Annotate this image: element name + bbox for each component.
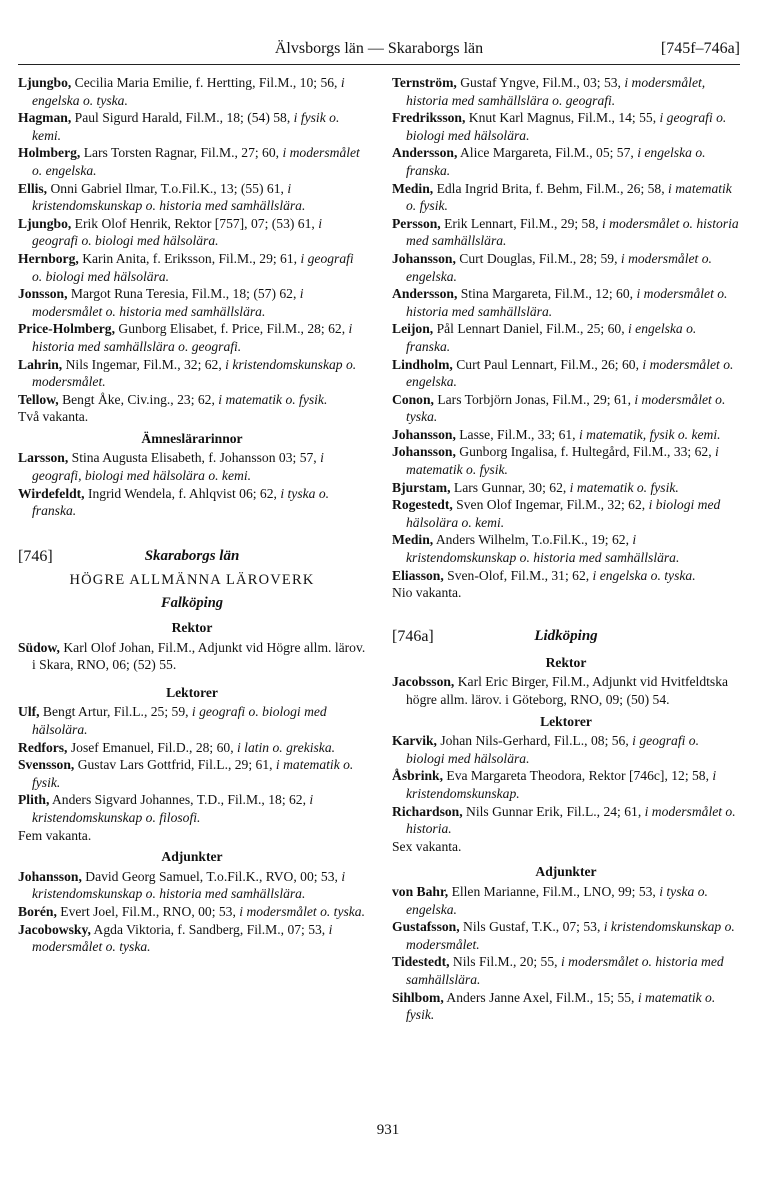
staff-subjects: i geografi, biologi med hälsolära o. kemi. <box>32 450 324 484</box>
staff-subjects: i matematik o. fysik. <box>32 757 354 790</box>
staff-details: Anders Sigvard Johannes, T.D., Fil.M., 18; 62, <box>49 792 310 808</box>
header-title: Älvsborgs län — Skaraborgs län <box>274 40 484 57</box>
staff-name: Åsbrink, <box>392 768 443 784</box>
staff-name: Johansson, <box>18 868 82 884</box>
staff-subjects: i latin o. grekiska. <box>237 739 336 755</box>
staff-name: Plith, <box>18 792 50 808</box>
staff-details: Erik Olof Henrik, Rektor [757], 07; (53) 61, <box>71 215 319 231</box>
staff-subjects: i kristendomskunskap o. modersmålet. <box>32 356 357 390</box>
staff-name: Richardson, <box>392 803 463 819</box>
staff-subjects: i modersmålet o. tyska. <box>406 391 726 425</box>
staff-details: Nils Gustaf, T.K., 07; 53, <box>459 919 604 935</box>
subheading-lektorer: Lektorer <box>166 684 218 700</box>
staff-name: Rogestedt, <box>392 497 453 513</box>
entry-list <box>392 74 740 584</box>
staff-name: Tellow, <box>18 391 59 407</box>
staff-details: Eva Margareta Theodora, Rektor [746c], 12; 58, <box>443 768 713 784</box>
staff-subjects: i biologi med hälsolära o. kemi. <box>406 497 721 530</box>
staff-subjects: i geografi o. biologi med hälsolära. <box>32 250 354 284</box>
staff-details: Josef Emanuel, Fil.D., 28; 60, <box>67 739 237 755</box>
staff-name: Andersson, <box>392 286 458 302</box>
staff-name: Jacobowsky, <box>18 921 91 937</box>
staff-subjects: i kristendomskunskap o. filosofi. <box>32 792 314 825</box>
staff-entry <box>392 883 740 918</box>
staff-name: Johansson, <box>392 426 456 442</box>
staff-subjects: i matematik o. fysik. <box>406 989 716 1023</box>
vacancy-note: Nio vakanta. <box>392 585 462 601</box>
staff-entry <box>18 109 366 144</box>
staff-entry <box>392 767 740 802</box>
staff-subjects: i modersmålet o. tyska. <box>239 903 366 919</box>
staff-entry <box>392 215 740 250</box>
entry-list <box>18 868 366 956</box>
staff-name: Ternström, <box>392 75 457 90</box>
staff-subjects: i geografi o. biologi med hälsolära. <box>406 110 727 143</box>
subheading-amneslararinnor: Ämneslärarinnor <box>141 430 243 446</box>
staff-entry <box>392 567 740 585</box>
vacancy-note: Två vakanta. <box>18 409 89 425</box>
staff-entry <box>18 903 366 921</box>
staff-subjects: i modersmålet o. engelska. <box>406 356 734 390</box>
staff-subjects: i matematik, fysik o. kemi. <box>578 426 721 442</box>
staff-name: Jacobsson, <box>392 674 455 690</box>
staff-entry <box>18 868 366 903</box>
staff-subjects: i engelska o. tyska. <box>32 75 345 108</box>
staff-subjects: i modersmålet o. engelska. <box>406 250 712 284</box>
section-heading <box>18 544 366 570</box>
staff-entry <box>392 250 740 285</box>
section-place: Lidköping <box>534 627 598 644</box>
staff-entry <box>18 391 366 409</box>
staff-subjects: i kristendomskunskap o. modersmålet. <box>406 919 735 952</box>
staff-name: Gustafsson, <box>392 919 460 935</box>
staff-details: Knut Karl Magnus, Fil.M., 14; 55, <box>465 110 660 126</box>
staff-subjects: i matematik o. fysik. <box>406 444 719 478</box>
entry-list <box>18 639 366 674</box>
header-section-code: [745f–746a] <box>660 40 740 57</box>
staff-name: Medin, <box>392 532 434 548</box>
staff-name: von Bahr, <box>392 883 449 899</box>
staff-subjects: i engelska o. tyska. <box>592 567 696 583</box>
vacancy-note: Fem vakanta. <box>18 827 92 843</box>
section-number: [746] <box>18 547 53 565</box>
staff-details: Gunborg Ingalisa, f. Hultegård, Fil.M., 33; 62, <box>455 444 715 460</box>
staff-details: Nils Ingemar, Fil.M., 32; 62, <box>62 356 226 372</box>
staff-entry <box>18 250 366 285</box>
staff-name: Andersson, <box>392 145 458 161</box>
staff-details: Bengt Artur, Fil.L., 25; 59, <box>39 704 192 720</box>
staff-subjects: i modersmålet o. historia med samhällslära. <box>406 954 724 987</box>
staff-details: Sven Olof Ingemar, Fil.M., 32; 62, <box>452 497 649 513</box>
staff-name: Karvik, <box>392 733 437 749</box>
staff-details: Gunborg Elisabet, f. Price, Fil.M., 28; 62, <box>115 321 349 337</box>
staff-subjects: i kristendomskunskap o. historia med samhällslära. <box>406 532 680 566</box>
staff-details: Edla Ingrid Brita, f. Behm, Fil.M., 26; 58, <box>433 180 669 196</box>
staff-details: Bengt Åke, Civ.ing., 23; 62, <box>58 391 219 407</box>
section-place: Skaraborgs län <box>144 547 240 564</box>
staff-name: Eliasson, <box>392 567 444 583</box>
staff-details: Lasse, Fil.M., 33; 61, <box>455 426 579 442</box>
staff-subjects: i modersmålet o. historia. <box>406 803 736 837</box>
entry-list <box>18 703 366 826</box>
staff-subjects: i engelska o. franska. <box>406 145 706 178</box>
staff-subjects: i kristendomskunskap o. historia med samhällslära. <box>32 180 306 214</box>
subheading-lektorer: Lektorer <box>540 713 592 729</box>
staff-entry <box>18 285 366 320</box>
staff-entry <box>392 673 740 708</box>
staff-subjects: i matematik o. fysik. <box>569 479 679 495</box>
subheading-rektor: Rektor <box>171 620 213 636</box>
entry-list <box>18 74 366 408</box>
subheading-rektor: Rektor <box>545 654 587 670</box>
staff-entry <box>18 703 366 738</box>
running-header <box>18 38 740 65</box>
staff-name: Ljungbo, <box>18 75 72 90</box>
staff-entry <box>392 74 740 109</box>
staff-name: Ulf, <box>18 704 40 720</box>
town-heading: Falköping <box>160 595 224 612</box>
staff-details: Pål Lennart Daniel, Fil.M., 25; 60, <box>433 321 628 337</box>
staff-entry <box>392 109 740 144</box>
staff-entry <box>18 180 366 215</box>
staff-details: Karin Anita, f. Eriksson, Fil.M., 29; 61, <box>78 250 301 266</box>
staff-details: Gustaf Yngve, Fil.M., 03; 53, <box>456 75 625 90</box>
staff-details: Gustav Lars Gottfrid, Fil.L., 29; 61, <box>74 757 276 773</box>
staff-name: Wirdefeldt, <box>18 485 85 501</box>
staff-subjects: i modersmålet o. engelska. <box>32 145 360 178</box>
staff-subjects: i modersmålet, historia med samhällslära o. geografi. <box>406 75 706 108</box>
staff-details: Stina Augusta Elisabeth, f. Johansson 03; 57, <box>68 450 321 466</box>
staff-subjects: i modersmålet o. historia med samhällslära. <box>406 215 739 249</box>
staff-entry <box>392 953 740 988</box>
staff-name: Svensson, <box>18 757 75 773</box>
staff-entry <box>392 320 740 355</box>
staff-subjects: i fysik o. kemi. <box>32 110 340 143</box>
staff-details: Erik Lennart, Fil.M., 29; 58, <box>440 215 602 231</box>
staff-details: Nils Gunnar Erik, Fil.L., 24; 61, <box>462 803 645 819</box>
staff-name: Redfors, <box>18 739 68 755</box>
staff-entry <box>392 144 740 179</box>
staff-name: Ellis, <box>18 180 48 196</box>
staff-entry <box>392 531 740 566</box>
staff-name: Leijon, <box>392 321 434 337</box>
staff-name: Holmberg, <box>18 145 81 161</box>
staff-name: Sihlbom, <box>392 989 444 1005</box>
staff-entry <box>18 144 366 179</box>
staff-details: Ingrid Wendela, f. Ahlqvist 06; 62, <box>84 485 281 501</box>
staff-name: Borén, <box>18 903 57 919</box>
staff-details: Curt Douglas, Fil.M., 28; 59, <box>455 250 621 266</box>
staff-name: Bjurstam, <box>392 479 451 495</box>
staff-subjects: i tyska o. franska. <box>32 485 330 519</box>
staff-subjects: i tyska o. engelska. <box>406 883 708 917</box>
staff-entry <box>18 74 366 109</box>
staff-details: Lars Torbjörn Jonas, Fil.M., 29; 61, <box>433 391 635 407</box>
staff-entry <box>18 791 366 826</box>
staff-details: Onni Gabriel Ilmar, T.o.Fil.K., 13; (55) 61, <box>47 180 288 196</box>
staff-subjects: i kristendomskunskap o. historia med samhällslära. <box>32 868 346 902</box>
staff-subjects: i modersmålet o. historia med samhällslära. <box>406 286 728 319</box>
staff-details: Johan Nils-Gerhard, Fil.L., 08; 56, <box>436 733 633 749</box>
staff-entry <box>392 426 740 444</box>
staff-entry <box>18 356 366 391</box>
staff-entry <box>392 391 740 426</box>
left-column <box>18 74 366 956</box>
staff-entry <box>18 756 366 791</box>
staff-details: Ellen Marianne, Fil.M., LNO, 99; 53, <box>448 883 660 899</box>
staff-subjects: i engelska o. franska. <box>406 321 697 354</box>
staff-details: Nils Fil.M., 20; 55, <box>449 954 561 970</box>
staff-subjects: i modersmålet o. tyska. <box>32 921 333 955</box>
staff-entry <box>392 180 740 215</box>
staff-details: Lars Gunnar, 30; 62, <box>450 479 570 495</box>
staff-entry <box>392 285 740 320</box>
staff-details: Anders Janne Axel, Fil.M., 15; 55, <box>443 989 638 1005</box>
subheading-adjunkter: Adjunkter <box>535 864 597 880</box>
staff-name: Lindholm, <box>392 356 453 372</box>
staff-name: Lahrin, <box>18 356 63 372</box>
staff-subjects: i modersmålet o. historia med samhällslära. <box>32 286 304 319</box>
staff-entry <box>392 989 740 1024</box>
staff-entry <box>392 918 740 953</box>
staff-subjects: i matematik o. fysik. <box>218 391 328 407</box>
section-number: [746a] <box>392 627 434 645</box>
staff-details: Evert Joel, Fil.M., RNO, 00; 53, <box>56 903 240 919</box>
staff-name: Conon, <box>392 391 434 407</box>
staff-entry <box>18 921 366 956</box>
staff-name: Ljungbo, <box>18 215 72 231</box>
staff-entry <box>392 732 740 767</box>
staff-entry <box>392 443 740 478</box>
staff-details: Curt Paul Lennart, Fil.M., 26; 60, <box>452 356 643 372</box>
entry-list <box>392 883 740 1024</box>
staff-entry <box>392 356 740 391</box>
staff-subjects: i kristendomskunskap. <box>406 768 717 801</box>
staff-details: Karl Olof Johan, Fil.M., Adjunkt vid Högre allm. lärov. i Skara, RNO, 06; (52) 55. <box>32 639 366 673</box>
staff-name: Südow, <box>18 639 60 655</box>
staff-details: Stina Margareta, Fil.M., 12; 60, <box>457 286 637 302</box>
subheading-adjunkter: Adjunkter <box>161 849 223 865</box>
school-type-heading: HÖGRE ALLMÄNNA LÄROVERK <box>69 571 315 588</box>
staff-details: Karl Eric Birger, Fil.M., Adjunkt vid Hvitfeldtska högre allm. lärov. i Göteborg, RNO, 09; (50) 54. <box>406 674 729 707</box>
staff-entry <box>18 215 366 250</box>
staff-subjects: i geografi o. biologi med hälsolära. <box>32 215 322 249</box>
entry-list <box>392 673 740 708</box>
entry-list <box>18 449 366 519</box>
staff-entry <box>18 739 366 757</box>
staff-details: Anders Wilhelm, T.o.Fil.K., 19; 62, <box>433 532 633 548</box>
staff-entry <box>18 320 366 355</box>
page-number: 931 <box>376 1122 400 1138</box>
staff-subjects: i geografi o. biologi med hälsolära. <box>32 704 327 737</box>
staff-name: Persson, <box>392 215 441 231</box>
staff-details: Cecilia Maria Emilie, f. Hertting, Fil.M., 10; 56, <box>71 75 341 90</box>
staff-name: Johansson, <box>392 444 456 460</box>
vacancy-note: Sex vakanta. <box>392 838 462 854</box>
staff-details: Margot Runa Teresia, Fil.M., 18; (57) 62, <box>67 286 300 302</box>
staff-name: Fredriksson, <box>392 110 466 126</box>
staff-name: Johansson, <box>392 250 456 266</box>
right-column <box>392 74 740 1024</box>
staff-entry <box>392 479 740 497</box>
entry-list <box>392 732 740 838</box>
staff-subjects: i historia med samhällslära o. geografi. <box>32 321 353 354</box>
staff-entry <box>18 485 366 520</box>
staff-details: Paul Sigurd Harald, Fil.M., 18; (54) 58, <box>71 110 294 126</box>
staff-details: Agda Viktoria, f. Sandberg, Fil.M., 07; 53, <box>90 921 329 937</box>
staff-name: Jonsson, <box>18 286 68 302</box>
staff-details: Alice Margareta, Fil.M., 05; 57, <box>457 145 638 161</box>
staff-details: David Georg Samuel, T.o.Fil.K., RVO, 00; 53, <box>81 868 342 884</box>
staff-details: Lars Torsten Ragnar, Fil.M., 27; 60, <box>80 145 283 161</box>
staff-name: Tidestedt, <box>392 954 450 970</box>
staff-entry <box>18 639 366 674</box>
staff-name: Hagman, <box>18 110 72 126</box>
staff-name: Larsson, <box>18 450 69 466</box>
section-heading <box>392 624 740 650</box>
staff-entry <box>392 496 740 531</box>
staff-subjects: i matematik o. fysik. <box>406 180 732 214</box>
staff-name: Hernborg, <box>18 250 79 266</box>
staff-details: Sven-Olof, Fil.M., 31; 62, <box>443 567 593 583</box>
staff-name: Medin, <box>392 180 434 196</box>
staff-name: Price-Holmberg, <box>18 321 116 337</box>
staff-subjects: i geografi o. biologi med hälsolära. <box>406 733 699 766</box>
staff-entry <box>392 803 740 838</box>
staff-entry <box>18 449 366 484</box>
